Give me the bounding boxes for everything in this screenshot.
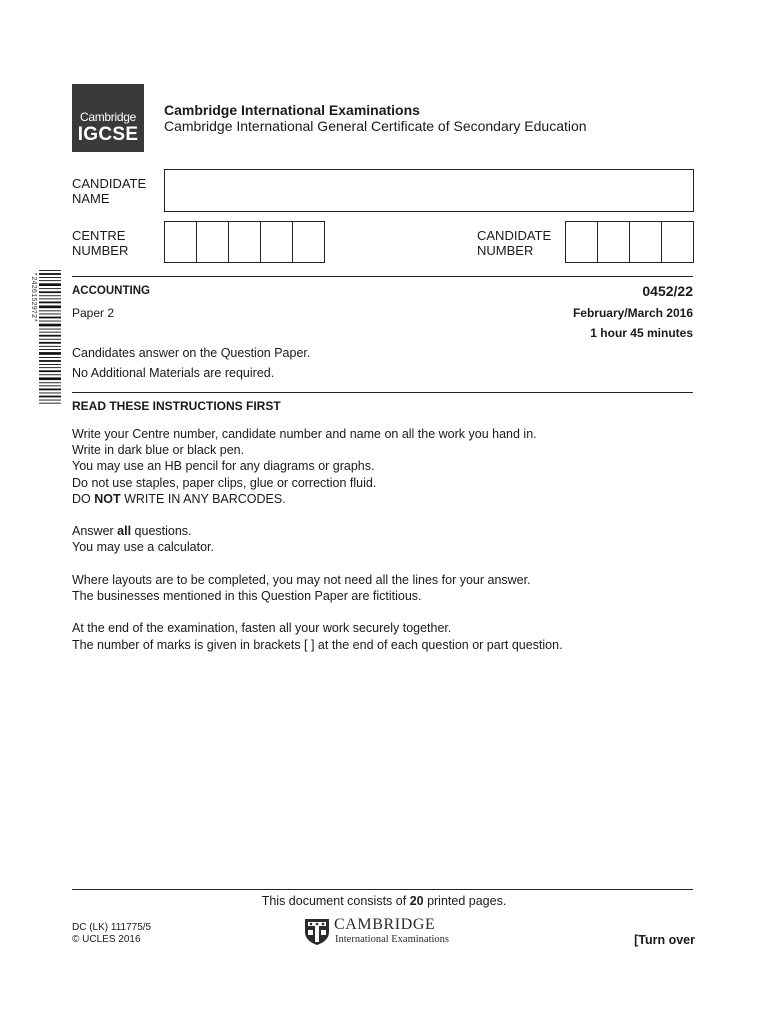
barcode-bar: [39, 324, 61, 327]
cambridge-igcse-logo: [72, 84, 144, 152]
instruction-line: Write your Centre number, candidate number and name on all the work you hand in.: [72, 427, 537, 441]
barcode-bar: [39, 374, 61, 375]
text-span: questions.: [131, 524, 192, 539]
barcode-bar: [39, 339, 61, 340]
barcode-bar: [39, 291, 61, 293]
barcode-bar: [39, 298, 61, 299]
barcode-bar: [39, 310, 61, 311]
text-span: printed pages.: [423, 894, 507, 908]
candidate-number-label-line2: NUMBER: [477, 243, 534, 258]
logo-line-1: Cambridge: [80, 110, 136, 124]
instructions-heading: READ THESE INSTRUCTIONS FIRST: [72, 399, 281, 413]
barcode-bar: [39, 357, 61, 358]
barcode-bar: [39, 302, 61, 304]
candidate-name-field[interactable]: [164, 169, 694, 212]
candidate-number-box[interactable]: [662, 222, 693, 262]
barcode-bar: [39, 317, 61, 319]
paper-code: 0452/22: [642, 283, 693, 299]
emphasis-all: all: [117, 524, 132, 539]
logo-line-2: IGCSE: [77, 124, 139, 145]
barcode-bar: [39, 367, 61, 368]
candidate-number-label-line1: CANDIDATE: [477, 228, 552, 243]
instruction-line: The businesses mentioned in this Question Paper are fictitious.: [72, 589, 422, 603]
barcode-bar: [39, 329, 61, 330]
turn-over-label: [Turn over: [634, 933, 695, 947]
barcode-bar: [39, 295, 61, 296]
instruction-line: [72, 523, 693, 539]
answer-note: Candidates answer on the Question Paper.: [72, 346, 311, 360]
exam-board-title: Cambridge International Examinations: [164, 102, 420, 118]
instruction-line: Write in dark blue or black pen.: [72, 443, 245, 458]
barcode-bar: [39, 349, 61, 350]
barcode-bar: [39, 370, 61, 372]
centre-number-box[interactable]: [229, 222, 261, 262]
centre-number-box[interactable]: [165, 222, 197, 262]
barcode-bar: [39, 377, 61, 380]
centre-number-field[interactable]: [164, 221, 325, 263]
barcode-bar: [39, 360, 61, 362]
document-reference: [72, 922, 151, 946]
barcode-bar: [39, 321, 61, 322]
barcode-bar: [39, 403, 61, 404]
instruction-line: Do not use staples, paper clips, glue or correction fluid.: [72, 475, 377, 490]
barcode-bar: [39, 364, 61, 365]
barcode-bar: [39, 396, 61, 398]
barcode-bar: [39, 280, 61, 281]
barcode-bar: [39, 270, 61, 271]
cambridge-crest-icon: [304, 918, 330, 946]
centre-number-box[interactable]: [293, 222, 324, 262]
emphasis-not: NOT: [94, 491, 121, 506]
barcode-bar: [39, 332, 61, 333]
barcode-bar: [39, 346, 61, 347]
barcode-bar: [39, 352, 61, 355]
barcode-bar: [39, 314, 61, 315]
barcode-bar: [39, 400, 61, 401]
instruction-line: Where layouts are to be completed, you may not need all the lines for your answer.: [72, 572, 531, 587]
instructions-body: [72, 426, 693, 653]
instruction-line: [72, 491, 693, 507]
exam-duration: 1 hour 45 minutes: [590, 326, 693, 340]
cambridge-subtitle: International Examinations: [335, 934, 450, 945]
divider: [72, 889, 693, 890]
centre-number-label-line1: CENTRE: [72, 228, 126, 243]
barcode-bar: [39, 335, 61, 337]
candidate-number-label: [477, 228, 551, 258]
barcode-bar: [39, 385, 61, 386]
page-count: 20: [409, 894, 424, 908]
barcode-image: [29, 268, 63, 408]
centre-number-box[interactable]: [197, 222, 229, 262]
instruction-line: The number of marks is given in brackets [ ] at the end of each question or part question.: [72, 637, 563, 652]
text-span: WRITE IN ANY BARCODES.: [120, 491, 286, 506]
cambridge-wordmark: CAMBRIDGE: [334, 916, 436, 933]
centre-number-box[interactable]: [261, 222, 293, 262]
barcode-bar: [39, 382, 61, 383]
barcode-bar: [39, 273, 61, 275]
centre-number-label: [72, 228, 128, 258]
reference-code: DC (LK) 111775/5: [72, 922, 152, 933]
page-count-note: [0, 894, 768, 908]
barcode-bar: [39, 393, 61, 394]
candidate-name-label: [72, 176, 146, 206]
barcode-bar: [39, 283, 61, 286]
candidate-name-label-line1: CANDIDATE: [72, 176, 147, 191]
centre-number-label-line2: NUMBER: [72, 243, 129, 258]
materials-note: No Additional Materials are required.: [72, 366, 275, 380]
barcode-bar: [39, 288, 61, 289]
text-span: Answer: [72, 524, 118, 539]
candidate-number-box[interactable]: [630, 222, 662, 262]
divider: [72, 392, 693, 393]
copyright: © UCLES 2016: [72, 934, 141, 945]
text-span: This document consists of: [261, 894, 410, 908]
qualification-title: Cambridge International General Certificate of Secondary Education: [164, 118, 587, 134]
paper-number: Paper 2: [72, 306, 115, 320]
instruction-line: You may use a calculator.: [72, 540, 214, 555]
barcode-bar: [39, 306, 61, 309]
instruction-line: At the end of the examination, fasten all your work securely together.: [72, 621, 452, 636]
candidate-number-box[interactable]: [566, 222, 598, 262]
barcode-bar: [39, 277, 61, 278]
text-span: DO: [72, 491, 95, 506]
candidate-name-label-line2: NAME: [72, 191, 110, 206]
exam-session: February/March 2016: [572, 306, 693, 320]
divider: [72, 276, 693, 277]
subject-name: ACCOUNTING: [72, 285, 150, 297]
candidate-number-field[interactable]: [565, 221, 694, 263]
instruction-line: You may use an HB pencil for any diagrams or graphs.: [72, 459, 375, 474]
barcode-bar: [39, 389, 61, 391]
barcode-bar: [39, 342, 61, 344]
barcode-digits: *2426152972*: [29, 272, 37, 323]
candidate-number-box[interactable]: [598, 222, 630, 262]
